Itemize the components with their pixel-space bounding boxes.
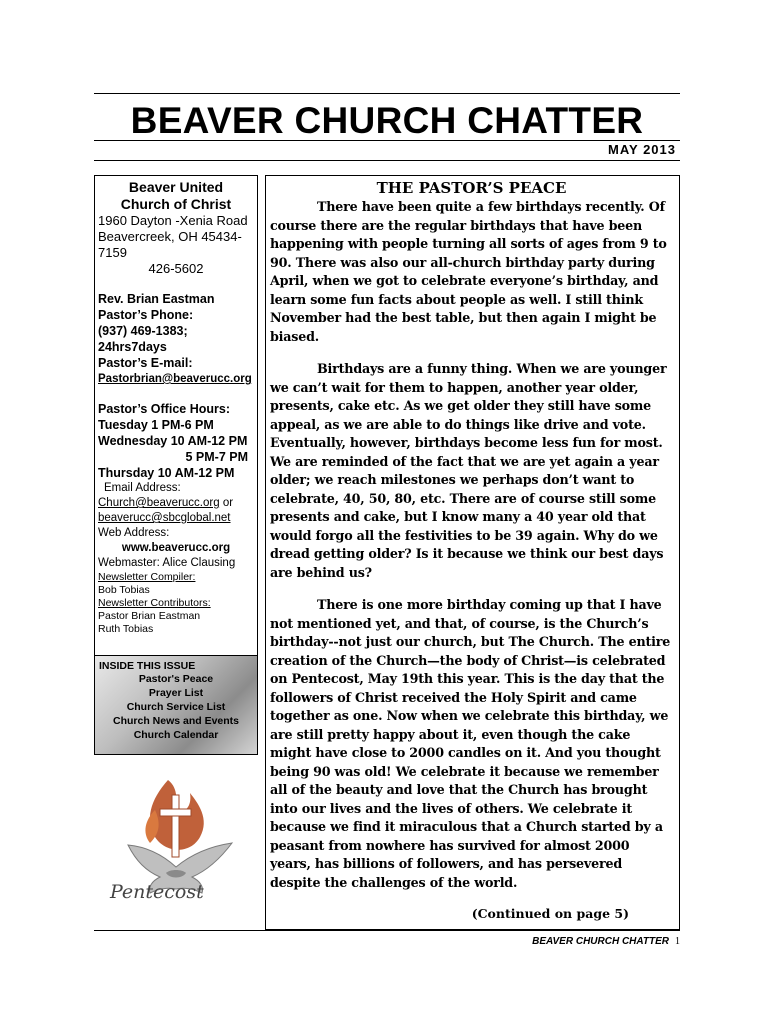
pentecost-caption: Pentecost (110, 881, 204, 903)
church-name-line-1: Beaver United (128, 179, 224, 195)
church-phone: 426-5602 (148, 261, 204, 276)
contributors-label: Newsletter Contributors: (98, 597, 211, 609)
address-line-1: 1960 Dayton -Xenia Road (98, 213, 248, 228)
pastor-email-link[interactable]: Pastorbrian@beaverucc.org (98, 373, 252, 385)
masthead-rule (94, 140, 680, 141)
article-box (265, 175, 680, 930)
issue-date: MAY 2013 (608, 142, 676, 157)
office-hours-wednesday-evening: 5 PM-7 PM (185, 450, 248, 464)
church-email-link[interactable]: Church@beaverucc.org (98, 497, 220, 509)
top-rule (94, 93, 680, 94)
date-rule (94, 160, 680, 161)
office-hours-label: Pastor’s Office Hours: (98, 402, 230, 416)
pastor-phone-label: Pastor’s Phone: (98, 308, 194, 322)
office-hours-tuesday: Tuesday 1 PM-6 PM (98, 418, 214, 432)
contributor-1: Pastor Brian Eastman (98, 610, 201, 622)
inside-heading: INSIDE THIS ISSUE (99, 660, 196, 672)
pastor-phone: (937) 469-1383; 24hrs7days (98, 324, 188, 354)
footer-rule (94, 930, 680, 931)
article-paragraph: Birthdays are a funny thing. When we are younger we can’t wait for them to happen, another year older, presents, cake etc. As we get older they still have some appeal, as we are able to do things like drive and vote. Eventually, however, birthdays become less fun for most. We are reminded of the fact that we are yet again a year older; we reach milestones we perhaps don’t want to celebrate, 40, 50, 80, etc. There are of course still some presents and cake, but I know many a 40 year old that would forgo all the festivities to be 39 again. Why do we dread getting older? Is it because we think our best days are behind us? (270, 361, 667, 580)
inside-item: Church News and Events (112, 715, 240, 727)
inside-this-issue (94, 655, 258, 755)
sidebar (94, 175, 258, 657)
pastor-email-label: Pastor’s E-mail: (98, 356, 193, 370)
webmaster: Webmaster: Alice Clausing (98, 557, 236, 569)
office-hours-wednesday: Wednesday 10 AM-12 PM (98, 434, 248, 448)
article-title: THE PASTOR’S PEACE (376, 179, 567, 197)
pentecost-dove-illustration (110, 775, 250, 910)
compiler-label: Newsletter Compiler: (98, 571, 196, 583)
office-hours-thursday: Thursday 10 AM-12 PM (98, 466, 235, 480)
website-link[interactable]: www.beaverucc.org (121, 542, 231, 554)
footer-label: BEAVER CHURCH CHATTER (532, 936, 669, 947)
page-footer (532, 936, 680, 947)
email-or: or (219, 497, 234, 509)
pastor-name: Rev. Brian Eastman (98, 292, 215, 306)
inside-item: Prayer List (148, 687, 204, 699)
inside-item: Church Service List (126, 701, 226, 713)
compiler-name: Bob Tobias (98, 584, 150, 596)
masthead: BEAVER CHURCH CHATTER (130, 100, 644, 141)
inside-item: Pastor's Peace (138, 673, 214, 685)
email-label: Email Address: (104, 482, 181, 494)
article-paragraph: There is one more birthday coming up that I have not mentioned yet, and that, of course, is the Church’s birthday--not just our church, but The Church. The entire creation of the Church—the body of Christ—is celebrated on Pentecost, May 19th this year. This is the day that the followers of Christ received the Holy Spirit and came together as one. Now when we celebrate this birthday, we are still pretty happy about it, even though the cake might have close to 2000 candles on it. And you thought being 90 was old! We celebrate it because we remember all of the beauty and love that the Church has brought into our lives and the lives of others. We celebrate it because we find it miraculous that a Church started by a peasant from nowhere has survived for almost 2000 years, has billions of followers, and has persevered despite the challenges of the world. (270, 597, 671, 890)
article-paragraph: There have been quite a few birthdays recently. Of course there are the regular birthdays that have been happening with people turning all sorts of ages from 9 to 90. There was also our all-church birthday party during April, when we got to celebrate everyone’s birthday, and learn some fun facts about people as well. I still think November had the best table, but then again I might be biased. (270, 199, 667, 344)
web-label: Web Address: (98, 527, 170, 539)
alt-email-link[interactable]: beaverucc@sbcglobal.net (98, 512, 231, 524)
address-line-2: Beavercreek, OH 45434-7159 (98, 229, 242, 260)
contributor-2: Ruth Tobias (98, 623, 154, 635)
continued-note: (Continued on page 5) (471, 906, 629, 921)
inside-item: Church Calendar (133, 729, 219, 741)
church-name-line-2: Church of Christ (120, 196, 232, 212)
inside-list (95, 672, 257, 742)
page-number: 1 (675, 936, 680, 947)
